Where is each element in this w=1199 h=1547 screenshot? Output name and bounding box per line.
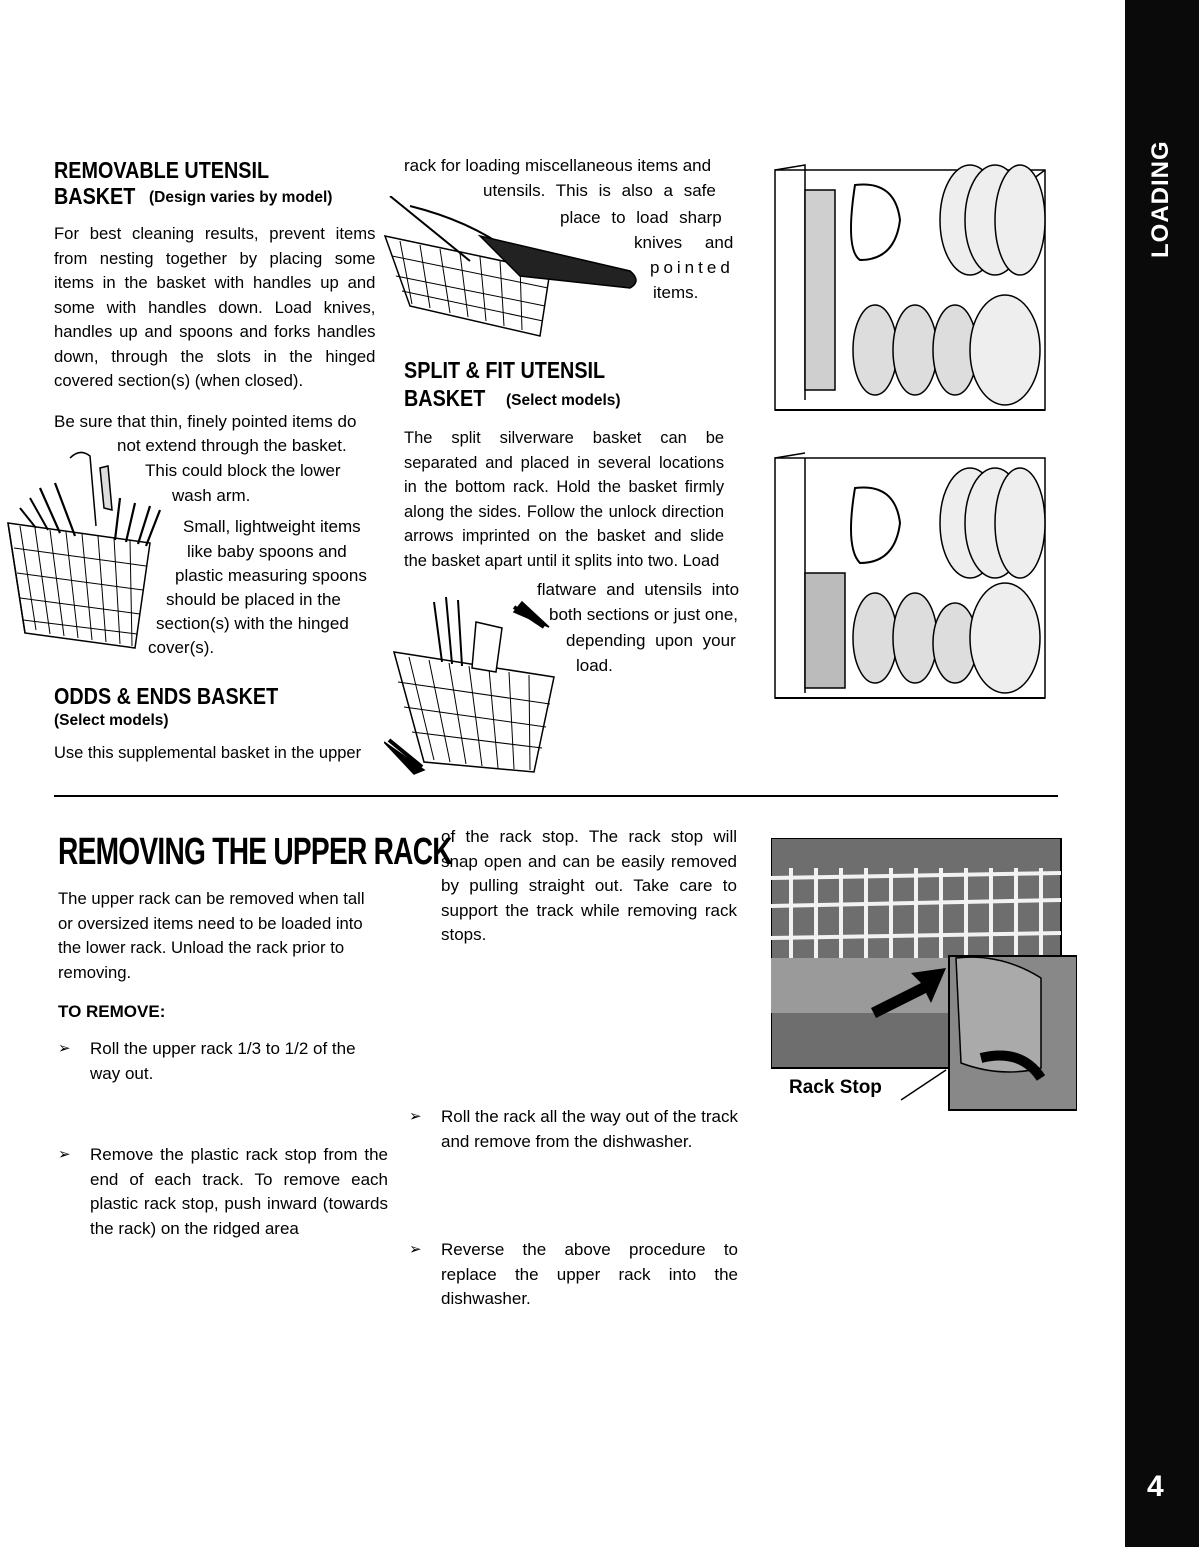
removable-basket-heading: REMOVABLE UTENSIL [54, 157, 270, 183]
utensil-basket-illustration [0, 448, 180, 650]
to-remove-label: TO REMOVE: [58, 1002, 166, 1021]
para2-line4: wash arm. [172, 486, 251, 505]
step-3: ➢ Roll the rack all the way out of the track and remove from the dishwasher. [409, 1107, 738, 1151]
sidebar-tab-label: LOADING [1147, 140, 1174, 258]
para3-line1: Small, lightweight items [183, 517, 361, 536]
bullet-arrow-icon: ➢ [409, 1241, 422, 1258]
removing-rack-heading: REMOVING THE UPPER RACK [58, 831, 452, 873]
odds-cont-line2: utensils. This is also a safe [483, 181, 716, 200]
bullet-arrow-icon: ➢ [58, 1146, 71, 1163]
step-4: ➢ Reverse the above procedure to replace the upper rack into the dishwasher. [409, 1240, 738, 1308]
odds-basket-subheading: (Select models) [54, 712, 169, 729]
para3-line5: section(s) with the hinged [156, 614, 349, 633]
odds-cont-line1: rack for loading miscellaneous items and [404, 156, 712, 175]
page-number: 4 [1147, 1470, 1164, 1503]
lower-rack-photo [765, 448, 1055, 710]
rack-stop-label: Rack Stop [789, 1077, 882, 1098]
split-basket-para: The split silverware basket can be separated and placed in several locations in the bottom rack. Hold the basket firmly along the sides. Follow the unlock direction arrows imprinted on the basket and slide the basket apart until it splits into two. Load [404, 428, 725, 570]
split-line-b: both sections or just one, [549, 605, 739, 624]
split-basket-illustration [384, 592, 574, 778]
odds-cont-line4: knives and [634, 233, 734, 252]
section-divider [54, 795, 1058, 797]
bullet-arrow-icon: ➢ [409, 1108, 422, 1125]
removable-basket-heading-line2: BASKET (Design varies by model) [54, 183, 333, 209]
bullet-arrow-icon: ➢ [58, 1040, 71, 1057]
para3-line6: cover(s). [148, 638, 215, 657]
step-2-continued: of the rack stop. The rack stop will snap open and can be easily removed by pulling straight out. Take care to support the track while removing rack stops. [441, 827, 737, 944]
split-line-a: flatware and utensils into [537, 580, 740, 599]
step-1: ➢ Roll the upper rack 1/3 to 1/2 of the way out. [58, 1039, 356, 1083]
split-basket-heading: SPLIT & FIT UTENSIL [404, 357, 606, 383]
odds-basket-heading: ODDS & ENDS BASKET [54, 683, 279, 709]
para3-line4: should be placed in the [166, 590, 341, 609]
step-2: ➢ Remove the plastic rack stop from the end of each track. To remove each plastic rack stop, push inward (towards the rack) on the ridged area [58, 1145, 388, 1238]
split-basket-heading-line2: BASKET (Select models) [404, 385, 621, 411]
split-line-d: load. [576, 656, 613, 675]
removable-basket-para1: For best cleaning results, prevent items from nesting together by placing some items in the basket with handles up and some with handles down. Load knives, handles up and spoons and forks handles down, through the slots in the hinged covered section(s) (when closed). [54, 224, 376, 390]
rack-stop-figure [771, 838, 1077, 1112]
split-line-c: depending upon your [566, 631, 736, 650]
para3-line2: like baby spoons and [187, 542, 347, 561]
para2-line3: This could block the lower [145, 461, 341, 480]
odds-ends-basket-illustration [380, 196, 650, 344]
odds-cont-line5: pointed [650, 258, 734, 277]
upper-rack-photo [765, 160, 1055, 422]
para2-line2: not extend through the basket. [117, 436, 347, 455]
removable-basket-para2: Be sure that thin, finely pointed items do [54, 412, 357, 431]
odds-cont-line6: items. [653, 283, 699, 302]
odds-basket-para: Use this supplemental basket in the upper [54, 743, 362, 762]
removing-rack-intro: The upper rack can be removed when tall or oversized items need to be loaded into the lower rack. Unload the rack prior to removing. [58, 889, 365, 982]
para3-line3: plastic measuring spoons [175, 566, 367, 585]
odds-cont-line3: place to load sharp [560, 208, 722, 227]
sidebar-tab [1125, 0, 1199, 1547]
